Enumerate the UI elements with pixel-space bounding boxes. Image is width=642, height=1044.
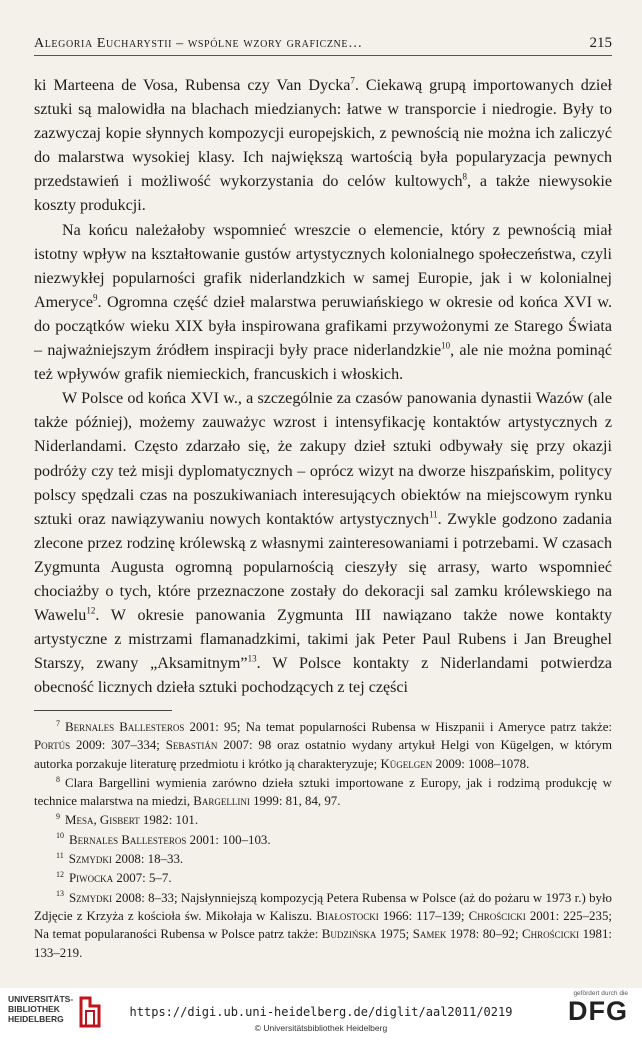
author-name: Szmydki: [68, 852, 112, 867]
text-run: Clara Bargellini wymienia zarówno dzieła sztuki importowane z Europy, jak i rodzimą produkcję w technice malarstwa na miedzi,: [34, 775, 612, 809]
text-run: . W okresie panowania Zygmunta III nawiązano także nowe kontakty artystyczne z mistrzami flamanadzkimi, takimi jak Peter Paul Rubens i Jan Breughel Starszy, zwany „Aksamitnym”: [34, 607, 612, 673]
library-line-2: BIBLIOTHEK: [8, 1004, 60, 1014]
author-name: Piwocka: [69, 871, 114, 886]
footnote: [34, 869, 612, 887]
running-title: Alegoria Eucharystii – wspólne wzory graficzne…: [34, 36, 363, 51]
footnotes: [34, 718, 612, 963]
text-run: 1999: 81, 84, 97.: [249, 794, 341, 809]
footnote-reference: 10: [441, 340, 451, 351]
text-run: ki Marteena de Vosa, Rubensa czy Van Dycka: [34, 77, 351, 94]
author-name: Białostocki: [316, 908, 379, 923]
copyright-notice: © Universitätsbibliothek Heidelberg: [254, 1023, 388, 1033]
author-name: Chrościcki: [522, 927, 580, 942]
text-run: 2009: 1008–1078.: [432, 756, 530, 771]
text-run: 1981: 133–219.: [34, 927, 612, 960]
library-line-1: UNIVERSITÄTS-: [8, 994, 74, 1004]
text-run: 2008: 18–33.: [111, 852, 184, 867]
author-name: Bargellini: [193, 794, 250, 809]
footnote-reference: 8: [462, 172, 468, 183]
text-run: W Polsce od końca XVI w., a szczególnie za czasów panowania dynastii Wazów (ale także później), możemy zauważyc wzrost i intensyfikację kontaktów artystycznych z Niderlandami. Często zdarzało się, że zakupy dzieł sztuki odbywały się przy okazji podróży czy też misji dyplomatycznych – oprócz wizyt na dworze hiszpańskim, politycy polscy spędzali czas na poszukiwaniach interesujących obiektów na miejscowym rynku sztuki oraz nawiązywaniu nowych kontaktów artystycznych: [34, 390, 612, 528]
text-run: 2007: 98 oraz ostatnio wydany artykuł Helgi von Kügelgen, w którym autorka porzakuje literaturę przedmiotu i krótko ją charakteryzuje;: [34, 738, 613, 771]
footnote-reference: 12: [86, 605, 96, 616]
text-run: . W Polsce kontakty z Niderlandami potwierdza obecność licznych dzieła sztuki pochodzących z tej części: [34, 655, 613, 697]
footnote-number: 9: [56, 812, 60, 822]
text-run: Na końcu należałoby wspomnieć wreszcie o elemencie, który z pewnością miał istotny wpływ na kształtowanie gustów artystycznych kolonialnego społeczeństwa, czyli niezwykłej popularności grafik niderlandzkich w samej Europie, jak i w kolonialnej Ameryce: [34, 221, 612, 311]
library-line-3: HEIDELBERG: [8, 1014, 64, 1024]
author-name: Kügelgen: [380, 756, 433, 771]
footnote: [34, 889, 612, 962]
paragraph: [34, 387, 612, 700]
text-run: . Ogromna część dzieł malarstwa peruwiańskiego w okresie od końca XVI w. do początków wieku XIX była inspirowana grafikami przywożonymi ze Starego Świata – najważniejszym źródłem inspiracji były prace niderlandzkie: [34, 293, 612, 360]
text-run: 2009: 307–334;: [70, 738, 166, 753]
source-url-link[interactable]: https://digi.ub.uni-heidelberg.de/diglit/aal2011/0219: [129, 1005, 513, 1019]
text-run: 1966: 117–139;: [378, 908, 469, 923]
author-name: Portús: [34, 738, 71, 753]
text-run: 2001: 95; Na temat popularności Rubensa w Hiszpanii i Ameryce patrz także:: [184, 720, 613, 734]
author-name: Bernales Ballesteros: [65, 720, 185, 734]
footnote-reference: 9: [92, 292, 98, 303]
text-run: 2008: 8–33; Najsłynniejszą kompozycją Petera Rubensa w Polsce (aż do pożaru w 1973 r.) było Zdjęcie z Krzyża z kościoła św. Mikołaja w Kaliszu.: [34, 890, 612, 923]
page-number: 215: [589, 35, 612, 51]
footnote: [34, 831, 612, 849]
paragraph: [34, 74, 612, 219]
text-run: , ale nie można pominąć też wpływów grafik niemieckich, francuskich i włoskich.: [34, 342, 612, 384]
footnote-reference: 7: [350, 75, 355, 86]
main-text: [34, 74, 612, 700]
author-name: Sebastián: [165, 738, 218, 753]
text-run: 2001: 100–103.: [186, 832, 271, 847]
footnote-number: 13: [56, 889, 64, 899]
footnote-number: 10: [56, 831, 64, 841]
text-run: . Ciekawą grupą importowanych dzieł sztuki są malowidła na blachach miedzianych: łatwe w transporcie i niedrogie. Były to zazwyczaj kopie słynnych kompozycji europejskich, z pewnością nie można ich zaliczyć do malarstwa wysokiej klasy. Ich największą wartością była popularyzacja pewnych przedstawień i możliwość wykorzystania do celów kultowych: [34, 77, 612, 191]
dfg-wordmark: DFG: [568, 996, 628, 1026]
footnote: [34, 850, 612, 868]
paragraph: [34, 219, 612, 388]
viewer-footer: [0, 988, 642, 1044]
footnote-reference: 13: [247, 653, 257, 664]
text-run: 2007: 5–7.: [113, 871, 172, 886]
footnote-number: 11: [56, 850, 64, 860]
footnote: [34, 774, 612, 811]
text-run: . Zwykle godzono zadania zlecone przez rodzinę królewską z własnymi zainteresowaniami i potrzebami. W czasach Zygmunta Augusta ogromną popularnością cieszyły się arrasy, warto wspomnieć chociażby o tych, które przeznaczone zostały do dekoracji sal zamku królewskiego na Wawelu: [34, 510, 613, 625]
author-name: Bernales Ballesteros: [69, 832, 187, 847]
footnote: [34, 718, 612, 773]
text-run: 1975;: [376, 927, 413, 942]
dfg-logo[interactable]: [568, 990, 628, 1025]
funded-by-label: gefördert durch die: [573, 990, 628, 997]
text-run: , a także niewysokie koszty produkcji.: [34, 173, 612, 215]
author-name: Mesa, Gisbert: [65, 813, 140, 828]
footnote-reference: 11: [429, 509, 438, 520]
author-name: Szmydki: [69, 890, 113, 905]
footnote-number: 12: [56, 870, 64, 880]
footnote-number: 8: [56, 774, 60, 784]
text-run: 1982: 101.: [139, 813, 199, 828]
running-header: [34, 33, 612, 56]
author-name: Budzińska: [321, 927, 377, 942]
footnote-separator: [34, 710, 172, 711]
footnote-number: 7: [56, 718, 60, 728]
author-name: Chrościcki: [468, 908, 526, 923]
text-run: 2001: 225–235; Na temat popularaności Rubensa w Polsce patrz także:: [34, 908, 612, 942]
footnote: [34, 811, 612, 829]
author-name: Samek: [412, 927, 447, 942]
text-run: 1978: 80–92;: [446, 927, 523, 942]
